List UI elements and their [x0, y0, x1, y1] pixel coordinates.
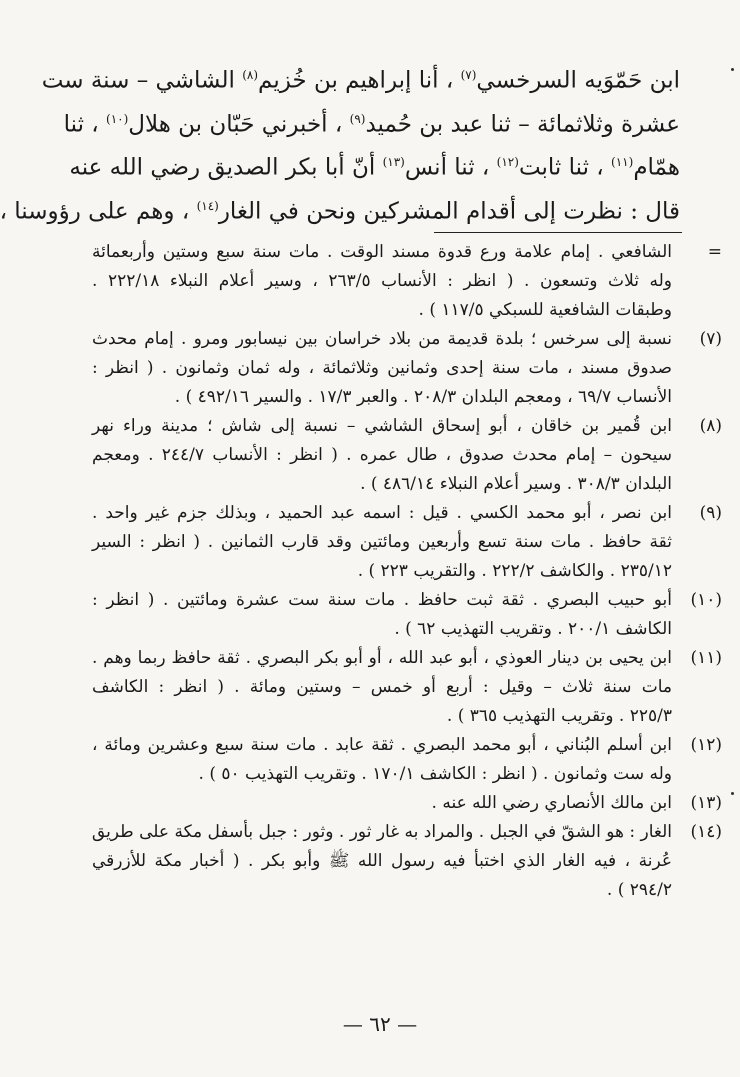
footnote-line: ابن نصر ، أبو محمد الكسي . قيل : اسمه عبد الحميد ، وبذلك جزم غير واحد .	[92, 503, 672, 523]
main-text-segment: أنّ أبا بكر الصديق رضي الله عنه	[69, 154, 383, 181]
footnote-line: نسبة إلى سرخس ؛ بلدة قديمة من بلاد خراسان بين نيسابور ومرو . إمام محدث	[92, 329, 672, 349]
scan-speck	[731, 68, 734, 71]
footnote-line: ثقة حافظ . مات سنة تسع وأربعين ومائتين وقد قارب الثمانين . ( انظر : السير	[92, 532, 672, 552]
footnote-marker: (٩)	[349, 111, 366, 126]
footnote-number: (٨)	[699, 416, 722, 436]
footnote-line: وله ثلاث وتسعون . ( انظر : الأنساب ٢٦٣/٥ ، وسير أعلام النبلاء ٢٢٢/١٨ .	[92, 271, 672, 291]
footnote-line: سيحون – إمام محدث صدوق ، طال عمره . ( انظر : الأنساب ٢٤٤/٧ . ومعجم	[92, 445, 673, 465]
footnote-cont	[92, 238, 722, 325]
footnote-line: الغار : هو الشقّ في الجبل . والمراد به غار ثور . وثور : جبل بأسفل مكة على طريق	[91, 822, 672, 842]
footnote-line: صدوق مسند ، مات سنة إحدى وثمانين وثلاثمائة ، وله ثمان وثمانون . ( انظر :	[92, 358, 672, 378]
footnote-9	[92, 499, 722, 586]
footnote-number: (١٤)	[690, 822, 722, 842]
main-text-segment: ، أخبرني حَبّان بن هلال	[128, 111, 350, 138]
footnote-marker: (١١)	[611, 155, 634, 170]
main-text-segment: ، أنا إبراهيم بن خُزيم	[258, 67, 461, 94]
footnote-10	[92, 586, 722, 644]
footnote-line: ابن يحيى بن دينار العوذي ، أبو عبد الله ، أو أبو بكر البصري . ثقة حافظ ربما وهم .	[92, 648, 672, 668]
footnote-number: =	[707, 242, 722, 262]
footnote-line: ابن مالك الأنصاري رضي الله عنه .	[431, 793, 672, 813]
footnote-line: وطبقات الشافعية للسبكي ١١٧/٥ ) .	[418, 300, 672, 320]
footnote-marker: (١٤)	[196, 198, 219, 213]
footnote-line: مات سنة ثلاث – وقيل : أربع أو خمس – وستين ومائة . ( انظر : الكاشف	[92, 677, 672, 697]
main-text-line	[63, 100, 680, 144]
footnote-marker: (٨)	[242, 68, 259, 82]
main-text-segment: همّام	[633, 154, 680, 181]
footnote-number: (١١)	[690, 648, 722, 668]
footnote-line: الأنساب ٦٩/٧ ، ومعجم البلدان ٢٠٨/٣ . والعبر ١٧/٣ . والسير ٤٩٢/١٦ ) .	[174, 387, 672, 407]
main-text-segment: ، وهم على رؤوسنا ،	[0, 198, 197, 225]
footnote-12	[92, 731, 722, 789]
footnote-7	[92, 325, 722, 412]
footnote-body	[92, 325, 672, 412]
footnote-body	[92, 818, 672, 905]
main-text-segment: ، ثنا	[63, 111, 107, 138]
footnote-line: وله ست وثمانون . ( انظر : الكاشف ١٧٠/١ . وتقريب التهذيب ٥٠ ) .	[198, 764, 672, 784]
footnotes	[92, 238, 722, 905]
footnote-line: البلدان ٣٠٨/٣ . وسير أعلام النبلاء ٤٨٦/١٤ ) .	[360, 474, 672, 494]
footnote-line: عُرنة ، فيه الغار الذي اختبأ فيه رسول الله ﷺ وأبو بكر . ( أخبار مكة للأزرقي	[92, 851, 672, 871]
main-text-line	[41, 56, 680, 100]
footnote-number: (٩)	[699, 503, 722, 523]
main-text-line	[69, 143, 680, 187]
footnote-line: أبو حبيب البصري . ثقة ثبت حافظ . مات سنة ست عشرة ومائتين . ( انظر :	[92, 590, 672, 610]
footnote-line: الشافعي . إمام علامة ورع قدوة مسند الوقت . مات سنة سبع وستين وأربعمائة	[92, 242, 672, 262]
footnote-body	[92, 238, 672, 325]
main-text-line	[0, 187, 680, 231]
footnote-marker: (١٠)	[106, 111, 129, 126]
main-text-segment: ابن حَمّوَيه السرخسي	[476, 67, 680, 94]
footnote-number: (١٢)	[690, 735, 722, 755]
main-text-segment: ، ثنا أنس	[404, 154, 497, 181]
footnote-body	[92, 731, 672, 789]
footnote-number: (٧)	[699, 329, 722, 349]
footnote-body	[92, 644, 672, 731]
footnote-separator-rule	[434, 232, 682, 233]
footnote-line: ٢٩٤/٢ ) .	[606, 880, 672, 900]
footnote-14	[92, 818, 722, 905]
scan-speck	[731, 792, 734, 795]
footnote-body	[92, 499, 672, 586]
main-text-segment: عشرة وثلاثمائة – ثنا عبد بن حُميد	[365, 111, 680, 138]
footnote-13	[92, 789, 722, 818]
footnote-line: ابن قُمير بن خاقان ، أبو إسحاق الشاشي – نسبة إلى شاش ؛ مدينة وراء نهر	[92, 416, 672, 436]
main-text	[0, 56, 680, 231]
footnote-body	[92, 586, 672, 644]
footnote-8	[92, 412, 722, 499]
page-number: — ٦٢ —	[342, 1012, 418, 1036]
footnote-11	[92, 644, 722, 731]
footnote-marker: (١٣)	[382, 155, 405, 170]
footnote-body	[92, 412, 672, 499]
footnote-line: ٢٣٥/١٢ . والكاشف ٢٢٢/٢ . والتقريب ٢٢٣ ) .	[357, 561, 672, 581]
footnote-marker: (١٢)	[496, 155, 519, 170]
main-text-segment: قال : نظرت إلى أقدام المشركين ونحن في الغار	[218, 198, 680, 225]
main-text-segment: ، ثنا ثابت	[518, 154, 612, 181]
main-text-segment: الشاشي – سنة ست	[41, 67, 243, 94]
footnote-line: الكاشف ٢٠٠/١ . وتقريب التهذيب ٦٢ ) .	[394, 619, 672, 639]
footnote-body	[92, 789, 672, 818]
footnote-line: ابن أسلم البُناني ، أبو محمد البصري . ثقة عابد . مات سنة سبع وعشرين ومائة ،	[92, 735, 672, 755]
footnote-number: (١٠)	[690, 590, 722, 610]
footnote-number: (١٣)	[690, 793, 722, 813]
footnote-marker: (٧)	[460, 68, 477, 82]
footnote-line: ٢٢٥/٣ . وتقريب التهذيب ٣٦٥ ) .	[446, 706, 672, 726]
